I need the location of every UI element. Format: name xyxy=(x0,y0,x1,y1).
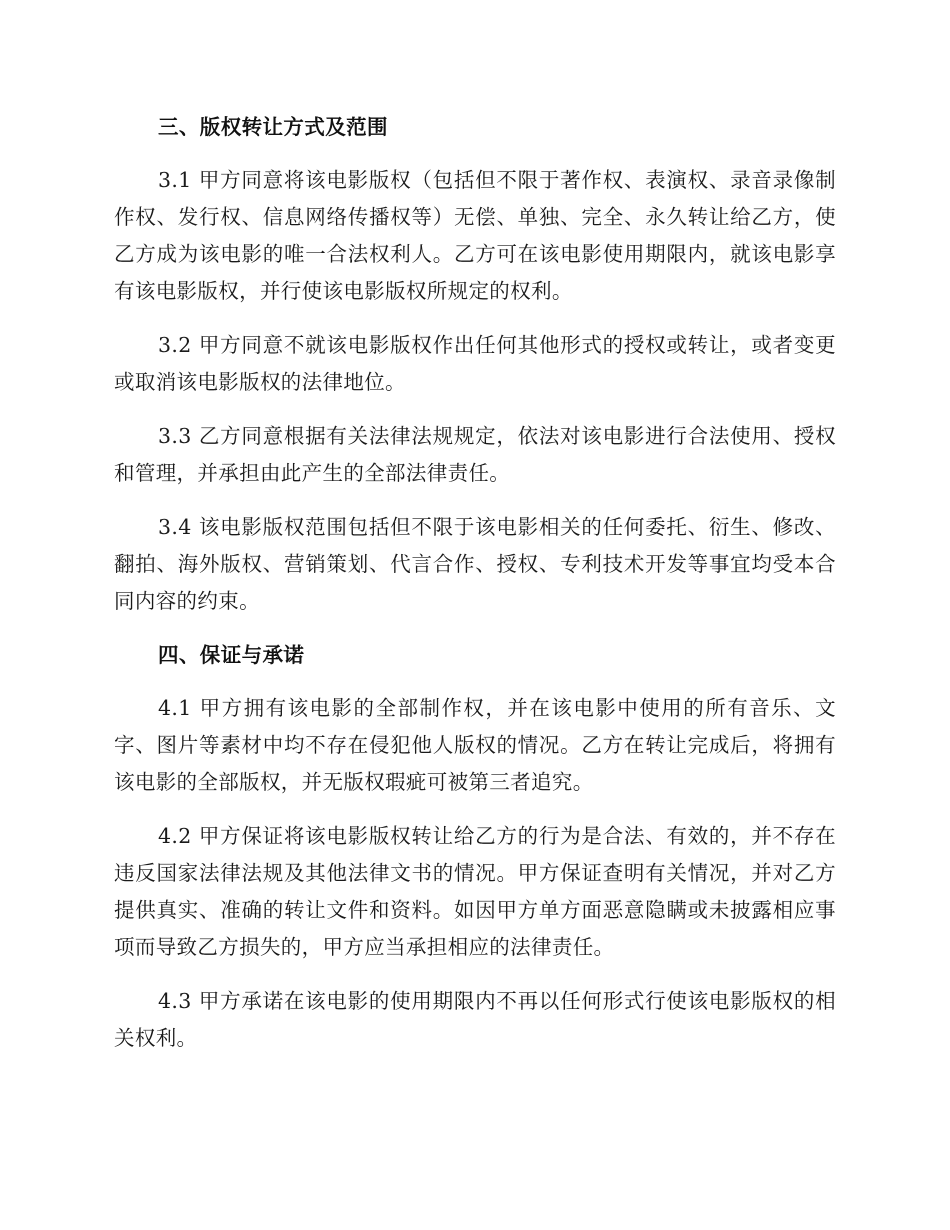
clause-3-2: 3.2 甲方同意不就该电影版权作出任何其他形式的授权或转让，或者变更或取消该电影版权的法律地位。 xyxy=(114,333,836,394)
clause-4-3: 4.3 甲方承诺在该电影的使用期限内不再以任何形式行使该电影版权的相关权利。 xyxy=(114,989,836,1050)
clause-4-2: 4.2 甲方保证将该电影版权转让给乙方的行为是合法、有效的，并不存在违反国家法律法规及其他法律文书的情况。甲方保证查明有关情况，并对乙方提供真实、准确的转让文件和资料。如因甲方单方面恶意隐瞒或未披露相应事项而导致乙方损失的，甲方应当承担相应的法律责任。 xyxy=(114,824,836,959)
clause-3-3: 3.3 乙方同意根据有关法律法规规定，依法对该电影进行合法使用、授权和管理，并承担由此产生的全部法律责任。 xyxy=(114,424,836,485)
clause-3-1: 3.1 甲方同意将该电影版权（包括但不限于著作权、表演权、录音录像制作权、发行权、信息网络传播权等）无偿、单独、完全、永久转让给乙方，使乙方成为该电影的唯一合法权利人。乙方可在该电影使用期限内，就该电影享有该电影版权，并行使该电影版权所规定的权利。 xyxy=(114,168,836,303)
clause-3-4: 3.4 该电影版权范围包括但不限于该电影相关的任何委托、衍生、修改、翻拍、海外版权、营销策划、代言合作、授权、专利技术开发等事宜均受本合同内容的约束。 xyxy=(114,515,836,613)
section-heading-guarantees: 四、保证与承诺 xyxy=(158,643,305,667)
document-body xyxy=(114,109,836,1057)
clause-4-1: 4.1 甲方拥有该电影的全部制作权，并在该电影中使用的所有音乐、文字、图片等素材中均不存在侵犯他人版权的情况。乙方在转让完成后，将拥有该电影的全部版权，并无版权瑕疵可被第三者追究。 xyxy=(114,696,836,794)
section-heading-transfer-scope: 三、版权转让方式及范围 xyxy=(158,115,388,139)
